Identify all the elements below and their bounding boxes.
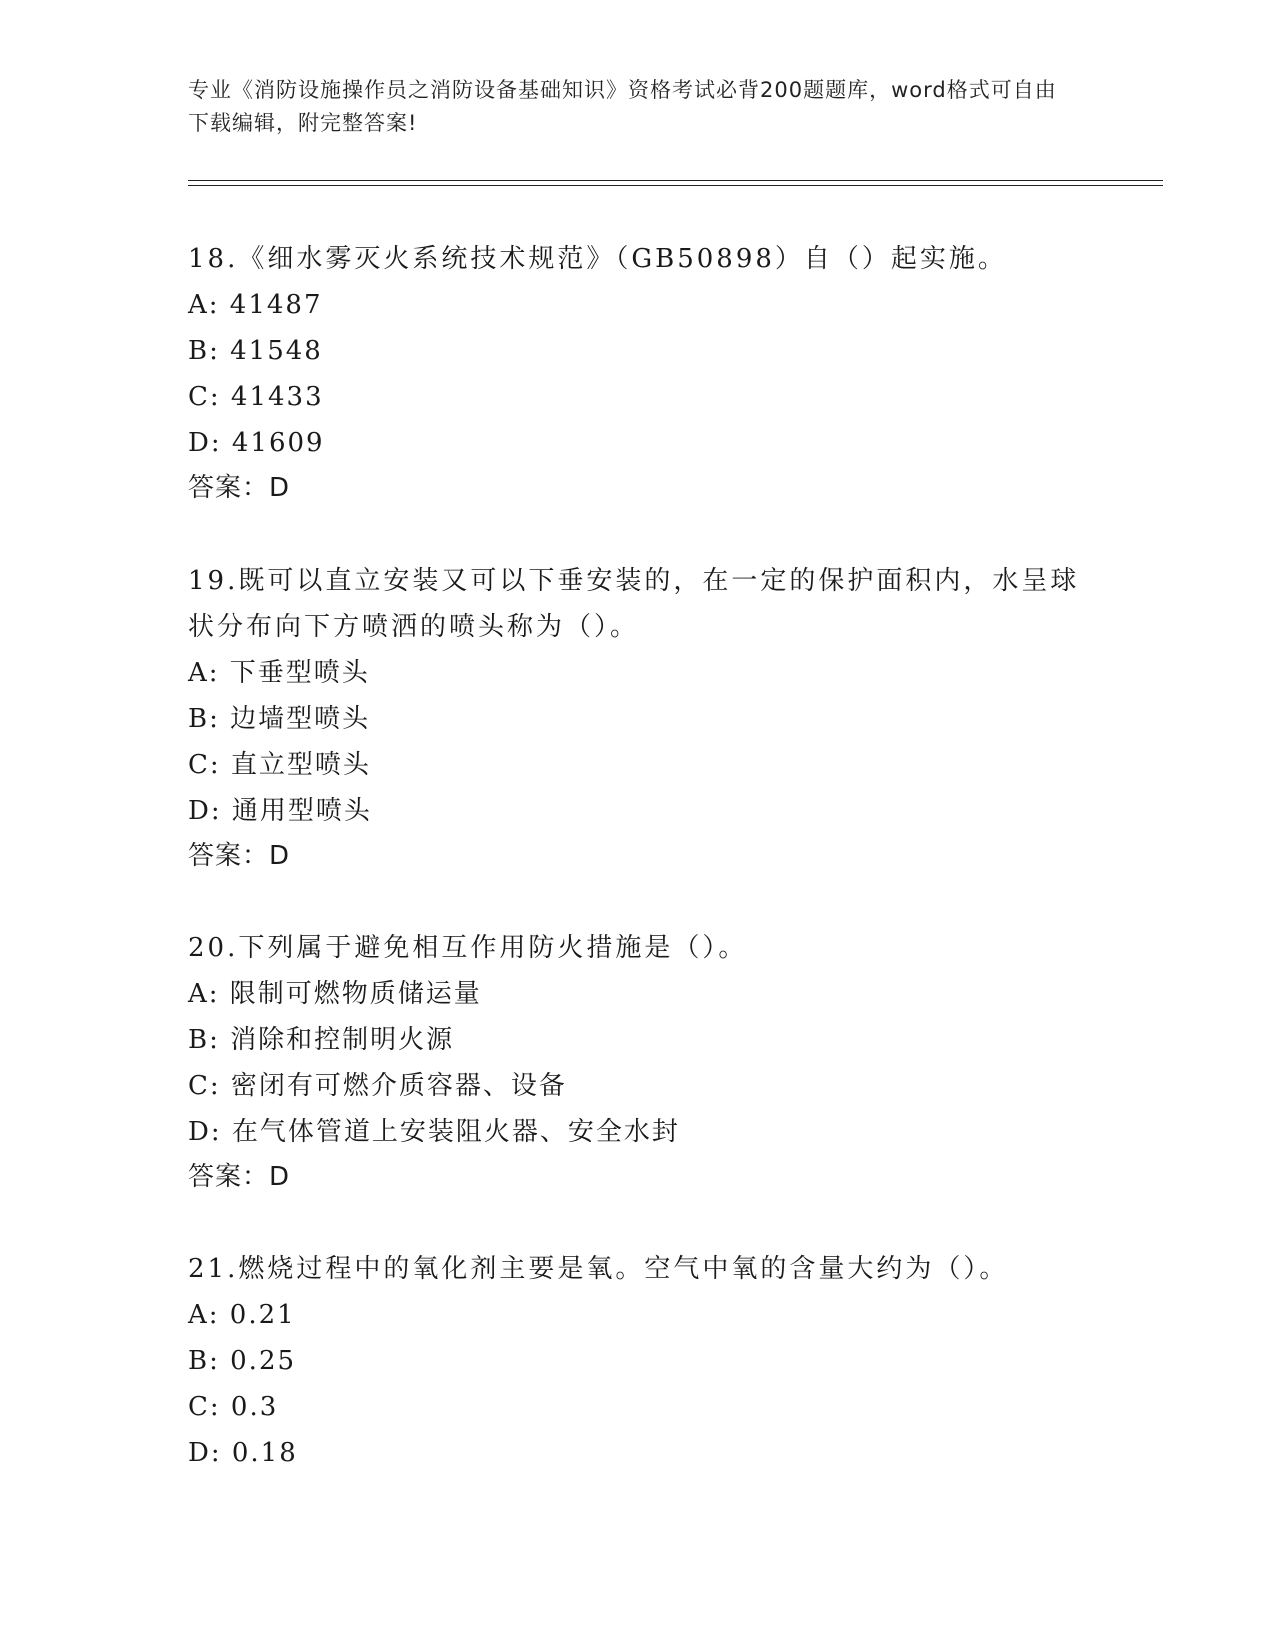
option-d: D: 通用型喷头 [188,796,372,826]
option-a: A: 限制可燃物质储运量 [188,979,482,1009]
option-b: B: 0.25 [188,1346,297,1376]
option-b: B: 消除和控制明火源 [188,1025,455,1055]
option-d: D: 41609 [188,428,325,458]
question-stem: 20.下列属于避免相互作用防火措施是（）。 [188,933,748,963]
option-d: D: 0.18 [188,1438,298,1468]
document-header: 专业《消防设施操作员之消防设备基础知识》资格考试必背200题题库，word格式可自由下载编辑，附完整答案! [188,78,1057,135]
question-20 [188,925,1088,1199]
option-a: A: 0.21 [188,1300,296,1330]
option-a: A: 41487 [188,290,323,320]
option-d: D: 在气体管道上安装阻火器、安全水封 [188,1117,680,1147]
option-b: B: 边墙型喷头 [188,704,371,734]
answer-line: 答案：D [188,841,291,871]
option-c: C: 直立型喷头 [188,750,371,780]
question-stem: 19.既可以直立安装又可以下垂安装的，在一定的保护面积内，水呈球状分布向下方喷洒的喷头称为（）。 [188,566,1080,642]
question-19 [188,558,1088,878]
answer-line: 答案：D [188,473,291,503]
header-divider-bottom [188,185,1163,186]
option-c: C: 密闭有可燃介质容器、设备 [188,1071,567,1101]
question-18 [188,236,1088,510]
question-stem: 18.《细水雾灭火系统技术规范》（GB50898）自（）起实施。 [188,244,1007,274]
question-stem: 21.燃烧过程中的氧化剂主要是氧。空气中氧的含量大约为（）。 [188,1254,1009,1284]
option-c: C: 41433 [188,382,324,412]
option-c: C: 0.3 [188,1392,279,1422]
option-a: A: 下垂型喷头 [188,658,370,688]
answer-line: 答案：D [188,1162,291,1192]
question-21 [188,1246,1088,1476]
header-divider-top [188,180,1163,181]
option-b: B: 41548 [188,336,323,366]
